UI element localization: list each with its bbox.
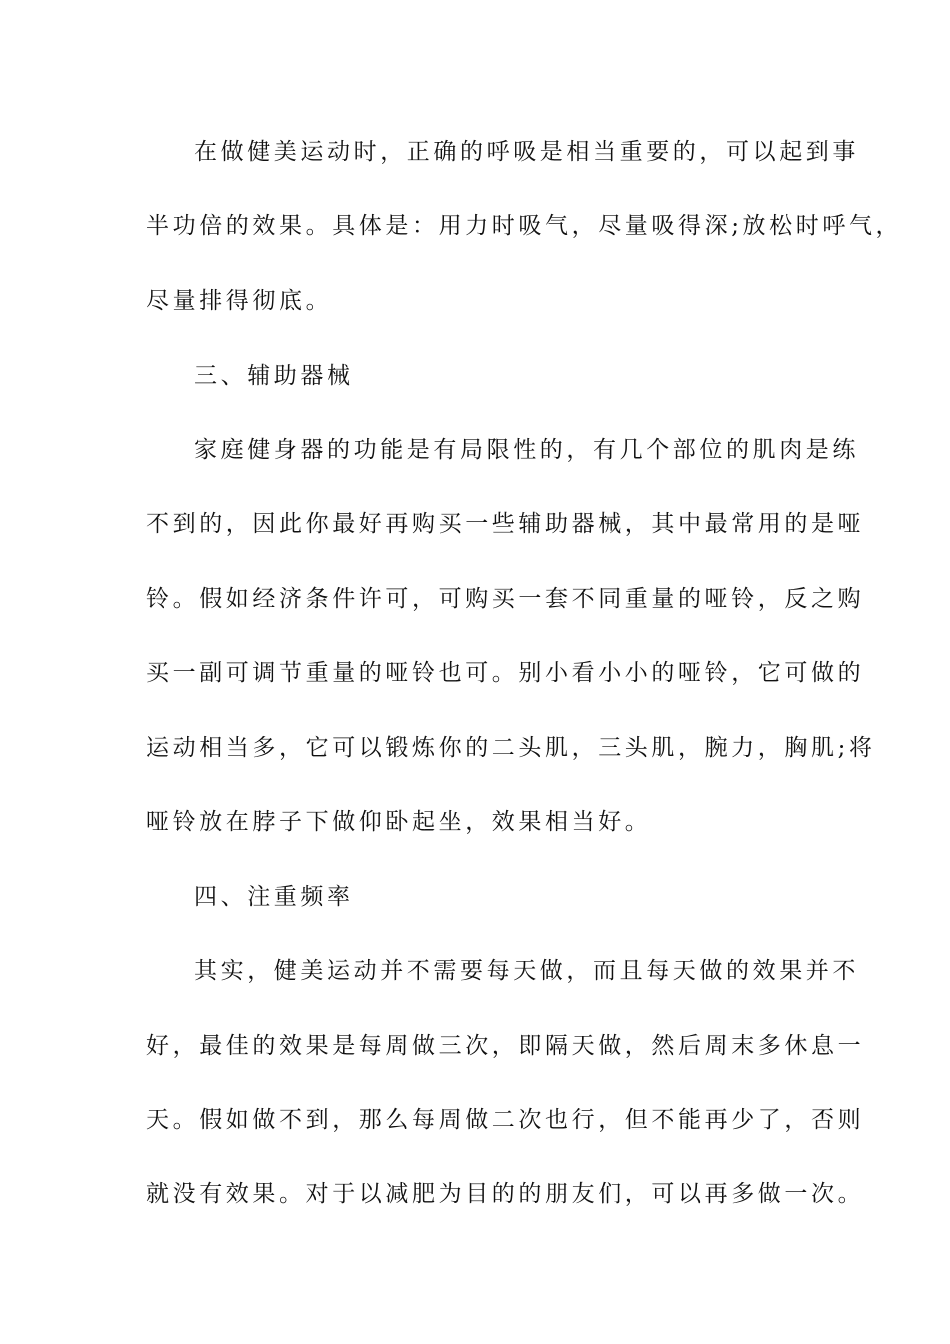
paragraph-breathing-line-1: 在做健美运动时，正确的呼吸是相当重要的，可以起到事 <box>194 139 859 165</box>
section-heading-equipment: 三、辅助器械 <box>194 363 354 389</box>
paragraph-equipment-line-3: 铃。假如经济条件许可，可购买一套不同重量的哑铃，反之购 <box>146 586 865 612</box>
paragraph-frequency-line-4: 就没有效果。对于以减肥为目的的朋友们，可以再多做一次。 <box>146 1181 865 1207</box>
paragraph-equipment-line-2: 不到的，因此你最好再购买一些辅助器械，其中最常用的是哑 <box>146 511 865 537</box>
paragraph-equipment-line-6: 哑铃放在脖子下做仰卧起坐，效果相当好。 <box>146 809 652 835</box>
paragraph-equipment-line-1: 家庭健身器的功能是有局限性的，有几个部位的肌肉是练 <box>194 437 859 463</box>
paragraph-breathing-line-3: 尽量排得彻底。 <box>146 288 333 314</box>
paragraph-frequency-line-2: 好，最佳的效果是每周做三次，即隔天做，然后周末多休息一 <box>146 1033 865 1059</box>
paragraph-frequency-line-1: 其实，健美运动并不需要每天做，而且每天做的效果并不 <box>194 958 859 984</box>
paragraph-equipment-line-4: 买一副可调节重量的哑铃也可。别小看小小的哑铃，它可做的 <box>146 660 865 686</box>
paragraph-frequency-line-3: 天。假如做不到，那么每周做二次也行，但不能再少了，否则 <box>146 1107 865 1133</box>
paragraph-equipment-line-5: 运动相当多，它可以锻炼你的二头肌，三头肌，腕力，胸肌;将 <box>146 735 876 761</box>
paragraph-breathing-line-2: 半功倍的效果。具体是：用力时吸气，尽量吸得深;放松时呼气， <box>146 213 903 239</box>
section-heading-frequency: 四、注重频率 <box>194 884 354 910</box>
